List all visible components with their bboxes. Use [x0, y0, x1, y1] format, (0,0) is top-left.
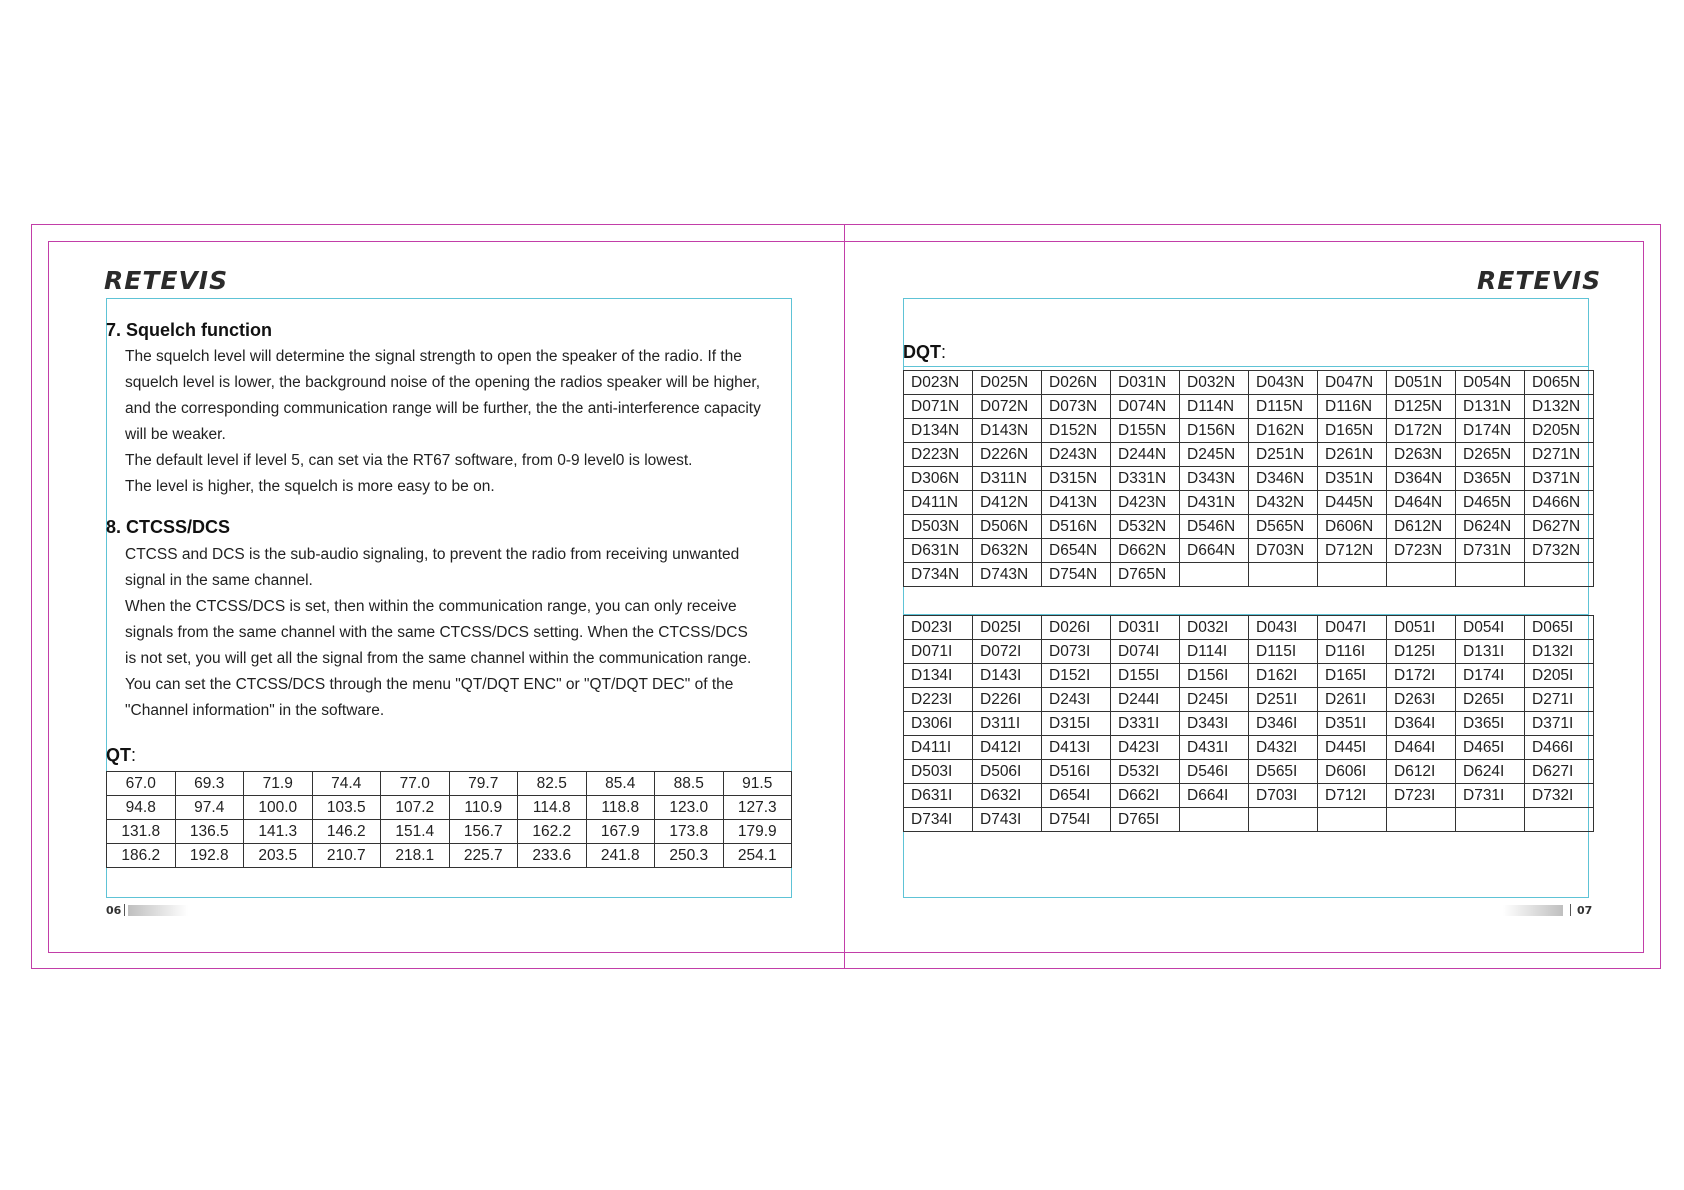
retevis-logo-right: RETEVIS — [1477, 266, 1602, 295]
dqt-code-cell: D371I — [1525, 712, 1594, 736]
qt-tone-cell: 141.3 — [244, 820, 313, 844]
qt-tone-cell: 82.5 — [518, 772, 587, 796]
qt-tone-cell: 85.4 — [586, 772, 655, 796]
dqt-code-cell: D664I — [1180, 784, 1249, 808]
dqt-i-table-row — [904, 784, 1594, 808]
page-number-left: 06 — [106, 904, 122, 917]
qt-tone-cell: 156.7 — [449, 820, 518, 844]
dqt-code-cell: D627I — [1525, 760, 1594, 784]
dqt-code-cell: D364N — [1387, 467, 1456, 491]
dqt-code-cell: D244N — [1111, 443, 1180, 467]
dqt-code-cell: D051I — [1387, 616, 1456, 640]
dqt-code-cell: D565I — [1249, 760, 1318, 784]
dqt-n-table-row — [904, 539, 1594, 563]
page-number-right: 07 — [1577, 904, 1593, 917]
dqt-code-cell: D243N — [1042, 443, 1111, 467]
qt-tone-cell: 103.5 — [312, 796, 381, 820]
squelch-line: The default level if level 5, can set via the RT67 software, from 0-9 level0 is lowest. — [125, 452, 693, 469]
dqt-code-cell: D311N — [973, 467, 1042, 491]
dqt-code-cell: D265N — [1456, 443, 1525, 467]
qt-table-row — [107, 796, 792, 820]
dqt-code-cell: D072N — [973, 395, 1042, 419]
dqt-code-cell: D712N — [1318, 539, 1387, 563]
dqt-code-cell — [1180, 808, 1249, 832]
dqt-code-cell: D765I — [1111, 808, 1180, 832]
dqt-code-cell: D411I — [904, 736, 973, 760]
dqt-code-cell: D445I — [1318, 736, 1387, 760]
dqt-code-cell — [1525, 808, 1594, 832]
dqt-code-cell: D134N — [904, 419, 973, 443]
dqt-code-cell: D226N — [973, 443, 1042, 467]
dqt-code-cell — [1387, 808, 1456, 832]
dqt-code-cell: D662I — [1111, 784, 1180, 808]
dqt-code-cell: D306I — [904, 712, 973, 736]
dqt-code-cell — [1456, 563, 1525, 587]
dqt-i-table-row — [904, 712, 1594, 736]
dqt-code-cell — [1456, 808, 1525, 832]
dqt-code-cell: D054I — [1456, 616, 1525, 640]
dqt-code-cell: D226I — [973, 688, 1042, 712]
dqt-code-cell: D627N — [1525, 515, 1594, 539]
qt-tone-cell: 186.2 — [107, 844, 176, 868]
dqt-code-cell: D703N — [1249, 539, 1318, 563]
qt-tone-cell: 131.8 — [107, 820, 176, 844]
dqt-code-cell: D223I — [904, 688, 973, 712]
dqt-code-cell: D223N — [904, 443, 973, 467]
dqt-code-cell: D612I — [1387, 760, 1456, 784]
dqt-code-cell: D765N — [1111, 563, 1180, 587]
dqt-code-cell: D263N — [1387, 443, 1456, 467]
dqt-code-cell: D632N — [973, 539, 1042, 563]
dqt-code-cell: D343N — [1180, 467, 1249, 491]
dqt-code-cell: D306N — [904, 467, 973, 491]
dqt-code-cell — [1318, 563, 1387, 587]
dqt-code-cell: D431N — [1180, 491, 1249, 515]
dqt-code-cell: D125I — [1387, 640, 1456, 664]
squelch-line: will be weaker. — [125, 426, 226, 443]
dqt-code-cell: D116N — [1318, 395, 1387, 419]
dqt-n-table-row — [904, 371, 1594, 395]
dqt-code-cell: D065N — [1525, 371, 1594, 395]
dqt-code-cell: D051N — [1387, 371, 1456, 395]
qt-tone-cell: 233.6 — [518, 844, 587, 868]
dqt-n-table-row — [904, 563, 1594, 587]
dqt-code-cell: D071N — [904, 395, 973, 419]
dqt-code-cell: D631N — [904, 539, 973, 563]
dqt-code-cell: D351I — [1318, 712, 1387, 736]
dqt-code-cell: D172N — [1387, 419, 1456, 443]
dqt-code-cell: D624I — [1456, 760, 1525, 784]
dqt-code-cell: D754I — [1042, 808, 1111, 832]
dqt-code-cell: D174I — [1456, 664, 1525, 688]
squelch-line: and the corresponding communication range will be further, the the anti-interference capacity — [125, 400, 761, 417]
dqt-code-cell — [1249, 563, 1318, 587]
dqt-code-cell: D412I — [973, 736, 1042, 760]
dqt-code-cell: D734I — [904, 808, 973, 832]
qt-tone-cell: 127.3 — [723, 796, 792, 820]
squelch-section-title: 7. Squelch function — [106, 320, 273, 340]
dqt-code-cell: D346N — [1249, 467, 1318, 491]
dqt-code-cell: D032N — [1180, 371, 1249, 395]
qt-tone-cell: 110.9 — [449, 796, 518, 820]
dqt-code-cell: D343I — [1180, 712, 1249, 736]
qt-tone-cell: 114.8 — [518, 796, 587, 820]
qt-tone-cell: 250.3 — [655, 844, 724, 868]
squelch-line: The squelch level will determine the signal strength to open the speaker of the radio. If the — [125, 348, 742, 365]
dqt-code-cell: D172I — [1387, 664, 1456, 688]
page-fold-line — [844, 224, 845, 969]
qt-tone-cell: 97.4 — [175, 796, 244, 820]
footer-gradient-left — [128, 905, 188, 916]
dqt-code-cell: D351N — [1318, 467, 1387, 491]
qt-tone-cell: 100.0 — [244, 796, 313, 820]
dqt-code-cell: D244I — [1111, 688, 1180, 712]
dqt-code-cell: D466I — [1525, 736, 1594, 760]
ctcss-line: signal in the same channel. — [125, 572, 313, 589]
dqt-code-cell: D043N — [1249, 371, 1318, 395]
dqt-code-cell: D662N — [1111, 539, 1180, 563]
qt-tone-cell: 136.5 — [175, 820, 244, 844]
dqt-code-cell: D703I — [1249, 784, 1318, 808]
dqt-code-cell: D506I — [973, 760, 1042, 784]
dqt-normal-table — [903, 370, 1594, 587]
dqt-code-cell: D156N — [1180, 419, 1249, 443]
dqt-code-cell: D723I — [1387, 784, 1456, 808]
qt-tone-cell: 94.8 — [107, 796, 176, 820]
dqt-code-cell: D732I — [1525, 784, 1594, 808]
dqt-code-cell: D132N — [1525, 395, 1594, 419]
dqt-code-cell: D165N — [1318, 419, 1387, 443]
qt-tone-cell: 173.8 — [655, 820, 724, 844]
dqt-code-cell: D263I — [1387, 688, 1456, 712]
qt-table-row — [107, 844, 792, 868]
qt-tone-cell: 203.5 — [244, 844, 313, 868]
dqt-code-cell: D162N — [1249, 419, 1318, 443]
dqt-code-cell: D532N — [1111, 515, 1180, 539]
dqt-code-cell: D346I — [1249, 712, 1318, 736]
dqt-code-cell: D506N — [973, 515, 1042, 539]
page-number-divider-left — [124, 904, 125, 916]
dqt-i-table-row — [904, 688, 1594, 712]
dqt-code-cell: D265I — [1456, 688, 1525, 712]
dqt-n-table-row — [904, 419, 1594, 443]
dqt-code-cell: D054N — [1456, 371, 1525, 395]
qt-tone-cell: 146.2 — [312, 820, 381, 844]
dqt-code-cell: D465I — [1456, 736, 1525, 760]
dqt-code-cell: D271N — [1525, 443, 1594, 467]
ctcss-line: "Channel information" in the software. — [125, 702, 385, 719]
dqt-code-cell: D412N — [973, 491, 1042, 515]
qt-tone-cell: 79.7 — [449, 772, 518, 796]
dqt-code-cell: D152I — [1042, 664, 1111, 688]
dqt-code-cell: D432I — [1249, 736, 1318, 760]
qt-tone-cell: 77.0 — [381, 772, 450, 796]
dqt-n-table-row — [904, 395, 1594, 419]
ctcss-line: CTCSS and DCS is the sub-audio signaling, to prevent the radio from receiving unwanted — [125, 546, 740, 563]
qt-tone-cell: 69.3 — [175, 772, 244, 796]
dqt-code-cell: D134I — [904, 664, 973, 688]
dqt-code-cell: D612N — [1387, 515, 1456, 539]
dqt-code-cell: D466N — [1525, 491, 1594, 515]
squelch-line: The level is higher, the squelch is more easy to be on. — [125, 478, 495, 495]
dqt-code-cell: D364I — [1387, 712, 1456, 736]
dqt-inverted-table — [903, 615, 1594, 832]
dqt-code-cell: D031I — [1111, 616, 1180, 640]
dqt-code-cell: D516I — [1042, 760, 1111, 784]
dqt-label: DQT: — [903, 342, 947, 362]
dqt-code-cell: D413I — [1042, 736, 1111, 760]
qt-tone-cell: 151.4 — [381, 820, 450, 844]
dqt-code-cell: D503N — [904, 515, 973, 539]
retevis-logo-left: RETEVIS — [104, 266, 229, 295]
dqt-code-cell: D731I — [1456, 784, 1525, 808]
qt-tone-cell: 192.8 — [175, 844, 244, 868]
dqt-code-cell: D125N — [1387, 395, 1456, 419]
dqt-code-cell: D245I — [1180, 688, 1249, 712]
dqt-code-cell: D271I — [1525, 688, 1594, 712]
dqt-n-table-row — [904, 443, 1594, 467]
dqt-code-cell: D074N — [1111, 395, 1180, 419]
dqt-code-cell: D624N — [1456, 515, 1525, 539]
ctcss-section-title: 8. CTCSS/DCS — [106, 517, 231, 537]
dqt-code-cell — [1249, 808, 1318, 832]
dqt-n-table-row — [904, 491, 1594, 515]
dqt-code-cell: D155N — [1111, 419, 1180, 443]
qt-tone-cell: 91.5 — [723, 772, 792, 796]
dqt-table-separator — [903, 586, 1589, 615]
dqt-code-cell: D132I — [1525, 640, 1594, 664]
dqt-code-cell: D654I — [1042, 784, 1111, 808]
dqt-code-cell: D245N — [1180, 443, 1249, 467]
dqt-n-table-row — [904, 515, 1594, 539]
dqt-code-cell: D734N — [904, 563, 973, 587]
qt-label: QT: — [106, 745, 137, 765]
dqt-code-cell: D032I — [1180, 616, 1249, 640]
dqt-code-cell: D073I — [1042, 640, 1111, 664]
dqt-code-cell: D251I — [1249, 688, 1318, 712]
squelch-paragraph — [125, 344, 795, 500]
dqt-code-cell: D023N — [904, 371, 973, 395]
ctcss-line: When the CTCSS/DCS is set, then within the communication range, you can only receive — [125, 598, 737, 615]
ctcss-line: signals from the same channel with the same CTCSS/DCS setting. When the CTCSS/DCS — [125, 624, 748, 641]
dqt-code-cell: D754N — [1042, 563, 1111, 587]
dqt-code-cell: D023I — [904, 616, 973, 640]
ctcss-paragraph — [125, 542, 795, 724]
qt-tone-cell: 218.1 — [381, 844, 450, 868]
dqt-code-cell: D031N — [1111, 371, 1180, 395]
dqt-code-cell: D631I — [904, 784, 973, 808]
dqt-code-cell: D311I — [973, 712, 1042, 736]
dqt-code-cell: D565N — [1249, 515, 1318, 539]
dqt-code-cell: D115I — [1249, 640, 1318, 664]
dqt-code-cell — [1318, 808, 1387, 832]
dqt-code-cell: D546N — [1180, 515, 1249, 539]
dqt-code-cell: D114N — [1180, 395, 1249, 419]
dqt-code-cell: D261I — [1318, 688, 1387, 712]
dqt-code-cell: D516N — [1042, 515, 1111, 539]
dqt-code-cell: D065I — [1525, 616, 1594, 640]
dqt-code-cell: D464I — [1387, 736, 1456, 760]
dqt-code-cell: D156I — [1180, 664, 1249, 688]
dqt-code-cell: D465N — [1456, 491, 1525, 515]
dqt-code-cell: D606I — [1318, 760, 1387, 784]
dqt-code-cell: D365I — [1456, 712, 1525, 736]
dqt-code-cell: D731N — [1456, 539, 1525, 563]
dqt-code-cell — [1180, 563, 1249, 587]
dqt-code-cell: D114I — [1180, 640, 1249, 664]
dqt-code-cell: D143I — [973, 664, 1042, 688]
dqt-code-cell: D546I — [1180, 760, 1249, 784]
dqt-i-table-row — [904, 616, 1594, 640]
dqt-header-separator — [903, 366, 1589, 367]
dqt-code-cell: D205I — [1525, 664, 1594, 688]
dqt-code-cell: D371N — [1525, 467, 1594, 491]
dqt-code-cell: D743I — [973, 808, 1042, 832]
qt-tone-cell: 162.2 — [518, 820, 587, 844]
dqt-code-cell: D664N — [1180, 539, 1249, 563]
dqt-code-cell: D732N — [1525, 539, 1594, 563]
dqt-code-cell: D503I — [904, 760, 973, 784]
page-number-divider-right — [1570, 904, 1571, 916]
qt-tone-cell: 107.2 — [381, 796, 450, 820]
dqt-i-table-row — [904, 640, 1594, 664]
dqt-code-cell: D047I — [1318, 616, 1387, 640]
dqt-code-cell: D723N — [1387, 539, 1456, 563]
dqt-code-cell: D743N — [973, 563, 1042, 587]
dqt-code-cell: D243I — [1042, 688, 1111, 712]
dqt-code-cell: D162I — [1249, 664, 1318, 688]
qt-tone-cell: 241.8 — [586, 844, 655, 868]
dqt-code-cell: D315N — [1042, 467, 1111, 491]
qt-tone-cell: 67.0 — [107, 772, 176, 796]
dqt-i-table-row — [904, 664, 1594, 688]
dqt-code-cell: D423N — [1111, 491, 1180, 515]
dqt-code-cell: D654N — [1042, 539, 1111, 563]
dqt-code-cell — [1525, 563, 1594, 587]
dqt-code-cell — [1387, 563, 1456, 587]
qt-tone-table — [106, 771, 792, 868]
qt-tone-cell: 225.7 — [449, 844, 518, 868]
dqt-code-cell: D071I — [904, 640, 973, 664]
dqt-code-cell: D331I — [1111, 712, 1180, 736]
dqt-code-cell: D047N — [1318, 371, 1387, 395]
dqt-code-cell: D315I — [1042, 712, 1111, 736]
ctcss-line: is not set, you will get all the signal from the same channel within the communication range. — [125, 650, 752, 667]
qt-tone-cell: 118.8 — [586, 796, 655, 820]
dqt-code-cell: D411N — [904, 491, 973, 515]
dqt-code-cell: D026N — [1042, 371, 1111, 395]
qt-tone-cell: 71.9 — [244, 772, 313, 796]
dqt-code-cell: D423I — [1111, 736, 1180, 760]
dqt-code-cell: D025N — [973, 371, 1042, 395]
dqt-n-table-row — [904, 467, 1594, 491]
qt-tone-cell: 254.1 — [723, 844, 792, 868]
dqt-code-cell: D131N — [1456, 395, 1525, 419]
dqt-code-cell: D431I — [1180, 736, 1249, 760]
squelch-line: squelch level is lower, the background noise of the opening the radios speaker will be higher, — [125, 374, 761, 391]
dqt-code-cell: D073N — [1042, 395, 1111, 419]
dqt-code-cell: D026I — [1042, 616, 1111, 640]
ctcss-line: You can set the CTCSS/DCS through the menu "QT/DQT ENC" or "QT/DQT DEC" of the — [125, 676, 734, 693]
dqt-i-table-row — [904, 736, 1594, 760]
qt-tone-cell: 210.7 — [312, 844, 381, 868]
dqt-code-cell: D143N — [973, 419, 1042, 443]
qt-table-row — [107, 820, 792, 844]
footer-gradient-right — [1503, 905, 1563, 916]
qt-table-row — [107, 772, 792, 796]
dqt-code-cell: D025I — [973, 616, 1042, 640]
dqt-code-cell: D532I — [1111, 760, 1180, 784]
dqt-code-cell: D712I — [1318, 784, 1387, 808]
dqt-code-cell: D155I — [1111, 664, 1180, 688]
dqt-code-cell: D331N — [1111, 467, 1180, 491]
qt-tone-cell: 74.4 — [312, 772, 381, 796]
dqt-code-cell: D632I — [973, 784, 1042, 808]
dqt-code-cell: D115N — [1249, 395, 1318, 419]
dqt-code-cell: D043I — [1249, 616, 1318, 640]
dqt-code-cell: D261N — [1318, 443, 1387, 467]
dqt-code-cell: D251N — [1249, 443, 1318, 467]
dqt-code-cell: D131I — [1456, 640, 1525, 664]
dqt-code-cell: D116I — [1318, 640, 1387, 664]
dqt-code-cell: D174N — [1456, 419, 1525, 443]
qt-tone-cell: 88.5 — [655, 772, 724, 796]
dqt-i-table-row — [904, 760, 1594, 784]
dqt-code-cell: D365N — [1456, 467, 1525, 491]
dqt-code-cell: D074I — [1111, 640, 1180, 664]
qt-tone-cell: 167.9 — [586, 820, 655, 844]
dqt-code-cell: D205N — [1525, 419, 1594, 443]
dqt-code-cell: D606N — [1318, 515, 1387, 539]
dqt-i-table-row — [904, 808, 1594, 832]
dqt-code-cell: D165I — [1318, 664, 1387, 688]
qt-tone-cell: 123.0 — [655, 796, 724, 820]
dqt-code-cell: D152N — [1042, 419, 1111, 443]
dqt-code-cell: D413N — [1042, 491, 1111, 515]
dqt-code-cell: D432N — [1249, 491, 1318, 515]
dqt-code-cell: D072I — [973, 640, 1042, 664]
dqt-code-cell: D445N — [1318, 491, 1387, 515]
qt-tone-cell: 179.9 — [723, 820, 792, 844]
dqt-code-cell: D464N — [1387, 491, 1456, 515]
